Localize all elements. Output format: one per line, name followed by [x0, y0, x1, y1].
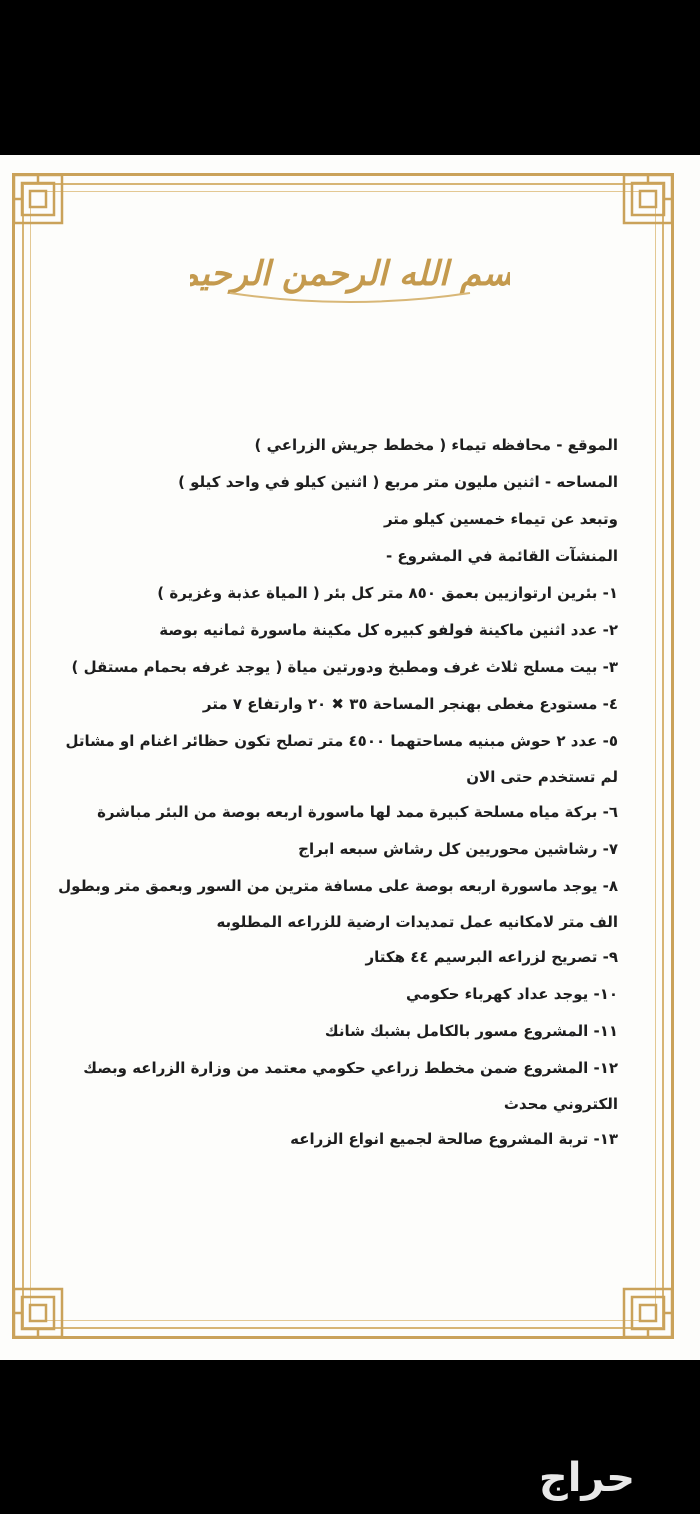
document-line: ٥- عدد ٢ حوش مبنيه مساحتهما ٤٥٠٠ متر تصلح تكون حظائر اغنام او مشاتل	[65, 732, 618, 750]
document-line: ١٠- يوجد عداد كهرباء حكومي	[406, 985, 618, 1003]
document-line: الف متر لامكانيه عمل تمديدات ارضية للزراعه المطلوبه	[216, 913, 618, 931]
haraj-watermark	[492, 1455, 682, 1501]
document-line: وتبعد عن تيماء خمسين كيلو متر	[383, 510, 618, 528]
corner-ornament-bottom-left	[12, 1287, 64, 1339]
basmala-calligraphy	[190, 223, 510, 318]
document-line: المساحه - اثنين مليون متر مربع ( اثنين كيلو في واحد كيلو )	[178, 473, 618, 491]
document-line: ١- بئرين ارتوازيين بعمق ٨٥٠ متر كل بئر ( المياة عذبة وغزيرة )	[157, 584, 618, 602]
document-line: ١٣- تربة المشروع صالحة لجميع انواع الزراعه	[290, 1130, 618, 1148]
document-line: المنشآت القائمة في المشروع -	[385, 547, 618, 565]
document-sheet	[0, 155, 700, 1360]
corner-ornament-top-left	[12, 173, 64, 225]
document-line: الكتروني محدث	[503, 1095, 618, 1113]
document-line: ٩- تصريح لزراعه البرسيم ٤٤ هكتار	[365, 948, 618, 966]
document-line: الموقع - محافظه تيماء ( مخطط جريش الزراعي )	[254, 436, 618, 454]
document-line: ٣- بيت مسلح ثلاث غرف ومطبخ ودورتين مياة ( يوجد غرفه بحمام مستقل )	[71, 658, 618, 676]
document-body	[58, 427, 618, 1158]
document-line: ٢- عدد اثنين ماكينة فولفو كبيره كل مكينة ماسورة ثمانيه بوصة	[159, 621, 618, 639]
watermark-logo-text: حراج	[538, 1455, 636, 1501]
document-line: ٨- يوجد ماسورة اربعه بوصة على مسافة مترين من السور وبعمق متر وبطول	[58, 877, 618, 895]
document-line: ٦- بركة مياه مسلحة كبيرة ممد لها ماسورة اربعه بوصة من البئر مباشرة	[97, 803, 618, 821]
corner-ornament-top-right	[622, 173, 674, 225]
document-line: ١١- المشروع مسور بالكامل بشبك شانك	[324, 1022, 618, 1040]
document-line: لم تستخدم حتى الان	[466, 768, 618, 786]
document-line: ٧- رشاشين محوريين كل رشاش سبعه ابراج	[298, 840, 618, 858]
document-line: ١٢- المشروع ضمن مخطط زراعي حكومي معتمد من وزارة الزراعه وبصك	[83, 1059, 618, 1077]
basmala-text: بسم الله الرحمن الرحيم	[190, 254, 510, 294]
corner-ornament-bottom-right	[622, 1287, 674, 1339]
document-line: ٤- مستودع مغطى بهنجر المساحة ٣٥ ✖ ٢٠ وارتفاع ٧ متر	[202, 695, 618, 713]
